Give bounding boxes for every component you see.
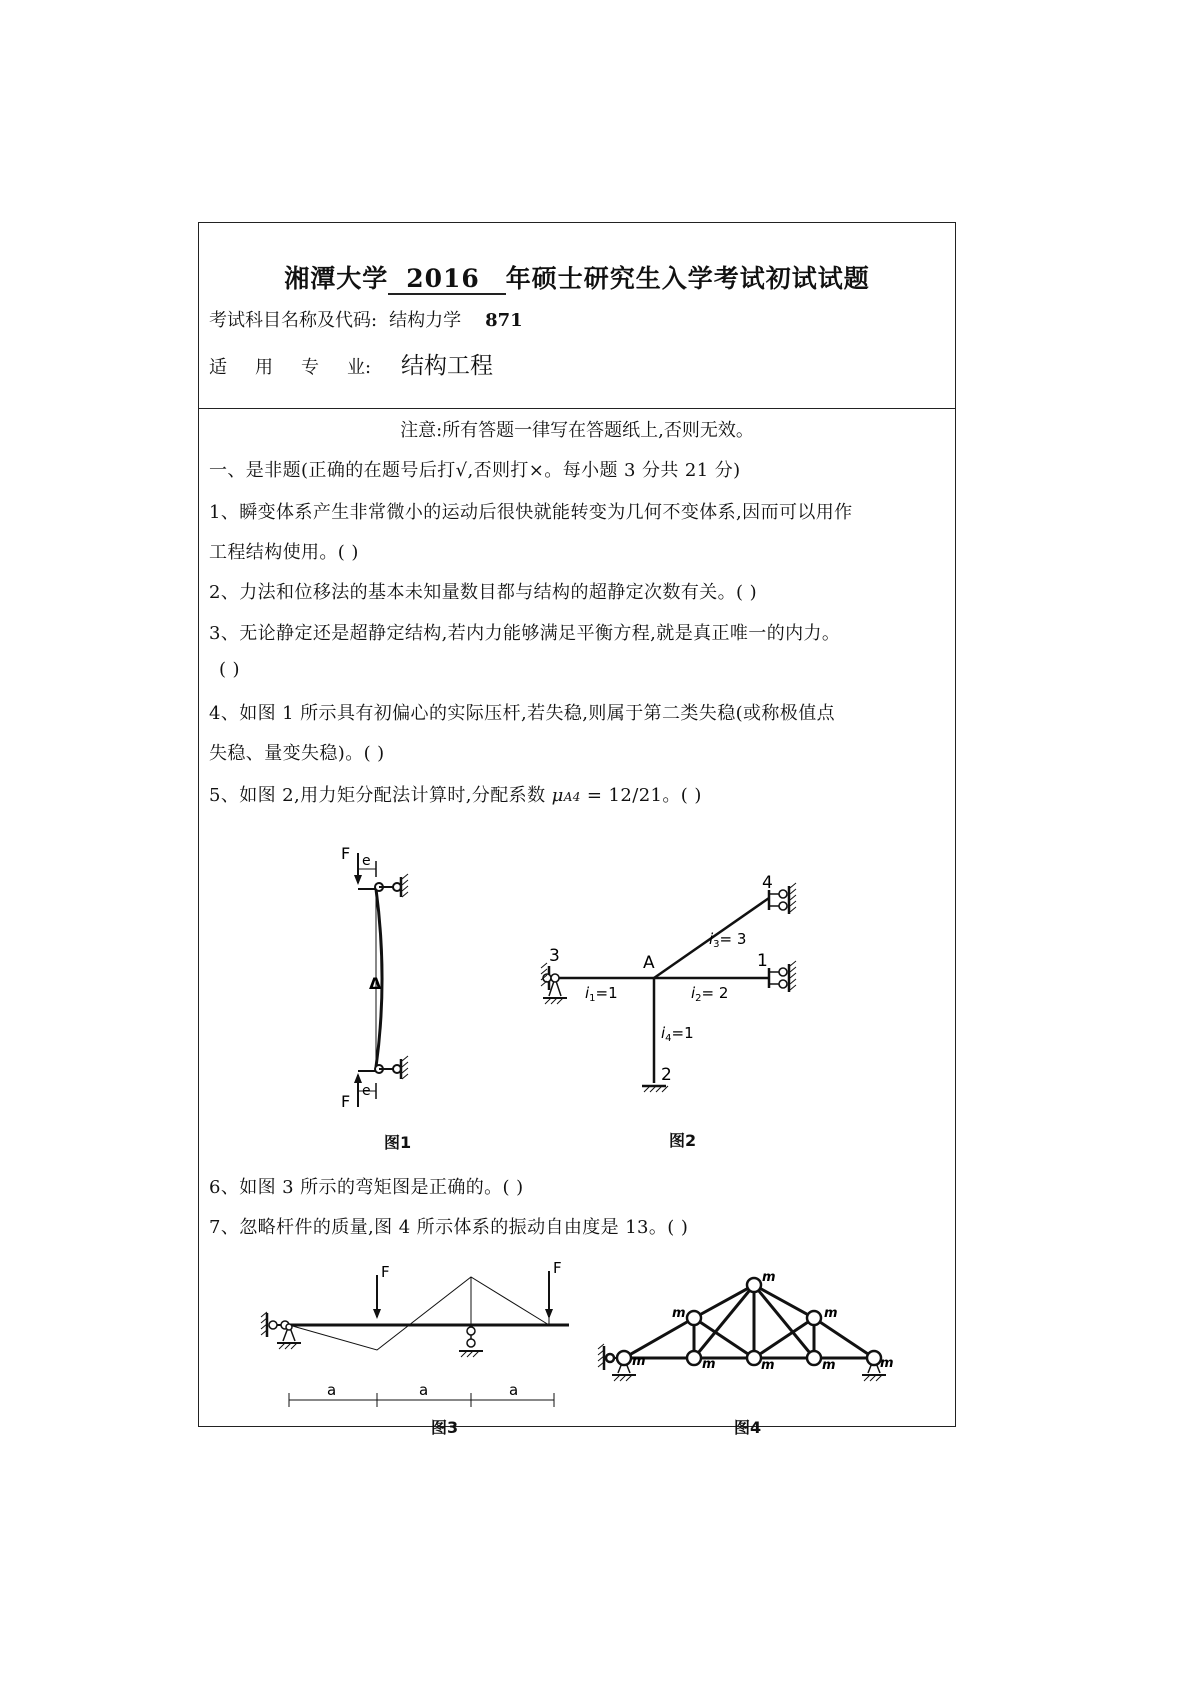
major-line	[209, 347, 493, 380]
svg-text:m: m	[822, 1358, 836, 1373]
notice: 注意:所有答题一律写在答题纸上,否则无效。	[400, 420, 754, 441]
section-heading: 一、是非题(正确的在题号后打√,否则打×。每小题 3 分共 21 分)	[209, 460, 741, 481]
subject-name: 结构力学	[389, 310, 462, 331]
node-4-label: 4	[762, 873, 773, 893]
question-4-line-2: 失稳、量变失稳)。( )	[209, 743, 385, 764]
figure-1-column	[329, 839, 439, 1109]
question-4-line-1: 4、如图 1 所示具有初偏心的实际压杆,若失稳,则属于第二类失稳(或称极值点	[209, 703, 836, 724]
moment-diagram	[289, 1277, 549, 1350]
question-3-line-1: 3、无论静定还是超静定结构,若内力能够满足平衡方程,就是真正唯一的内力。	[209, 623, 841, 644]
stiffness-i4: $i_4=1$	[661, 1024, 694, 1044]
stiffness-i1: $i_1=1$	[585, 984, 618, 1004]
exam-frame	[198, 222, 956, 1437]
subject-label: 考试科目名称及代码:	[209, 310, 378, 331]
major-label: 适 用 专 业:	[209, 357, 372, 378]
school-name: 湘潭大学	[284, 264, 389, 293]
node-3-label: 3	[549, 946, 560, 966]
question-5: 5、如图 2,用力矩分配法计算时,分配系数 μA4 = 12/21。( )	[209, 785, 702, 806]
node-A-label: A	[643, 953, 655, 973]
question-6: 6、如图 3 所示的弯矩图是正确的。( )	[209, 1177, 524, 1198]
title-rest: 年硕士研究生入学考试初试试题	[505, 264, 870, 293]
fig1-ecc-bottom-label: e	[362, 1083, 371, 1099]
svg-text:m: m	[880, 1356, 894, 1371]
stiffness-i2: $i_2= 2$	[691, 984, 729, 1004]
figure-1-caption: 图1	[384, 1133, 412, 1152]
fig1-ecc-top-label: e	[362, 853, 371, 869]
top-chord	[624, 1285, 874, 1358]
fig3-span-3-label: a	[509, 1381, 519, 1399]
svg-text:m: m	[762, 1270, 776, 1285]
question-7: 7、忽略杆件的质量,图 4 所示体系的振动自由度是 13。( )	[209, 1217, 689, 1238]
major-value: 结构工程	[401, 353, 493, 379]
fig1-delta-label: Δ	[369, 974, 382, 993]
fig3-span-1-label: a	[327, 1381, 337, 1399]
figure-4-truss	[584, 1263, 894, 1403]
node-1-label: 1	[757, 951, 768, 971]
question-3-line-2: ( )	[219, 659, 240, 680]
svg-text:m: m	[672, 1306, 686, 1321]
figure-2-frame	[519, 868, 839, 1108]
fig3-span-2-label: a	[419, 1381, 429, 1399]
stiffness-i3: $i_3= 3$	[709, 930, 747, 950]
figure-3-beam	[259, 1255, 569, 1415]
exam-title	[199, 259, 955, 295]
fig1-force-bottom-label: F	[341, 1092, 351, 1109]
question-2: 2、力法和位移法的基本未知量数目都与结构的超静定次数有关。( )	[209, 582, 758, 603]
svg-text:m: m	[824, 1306, 838, 1321]
svg-text:m: m	[761, 1358, 775, 1373]
svg-text:m: m	[702, 1357, 716, 1372]
exam-year: 2016	[388, 264, 506, 295]
fig3-force-2-label: F	[553, 1259, 562, 1277]
subject-line	[209, 306, 523, 332]
fig1-force-top-label: F	[341, 844, 351, 863]
node-2-label: 2	[661, 1065, 672, 1085]
header-divider	[199, 408, 955, 409]
figure-4-caption: 图4	[734, 1418, 762, 1437]
fig3-force-1-label: F	[381, 1263, 390, 1281]
subject-code: 871	[485, 310, 523, 331]
question-1-line-1: 1、瞬变体系产生非常微小的运动后很快就能转变为几何不变体系,因而可以用作	[209, 502, 853, 523]
question-1-line-2: 工程结构使用。( )	[209, 542, 359, 563]
figure-2-caption: 图2	[669, 1131, 697, 1150]
svg-text:m: m	[632, 1354, 646, 1369]
figure-3-caption: 图3	[431, 1418, 459, 1437]
mu-symbol: μ	[551, 785, 564, 806]
